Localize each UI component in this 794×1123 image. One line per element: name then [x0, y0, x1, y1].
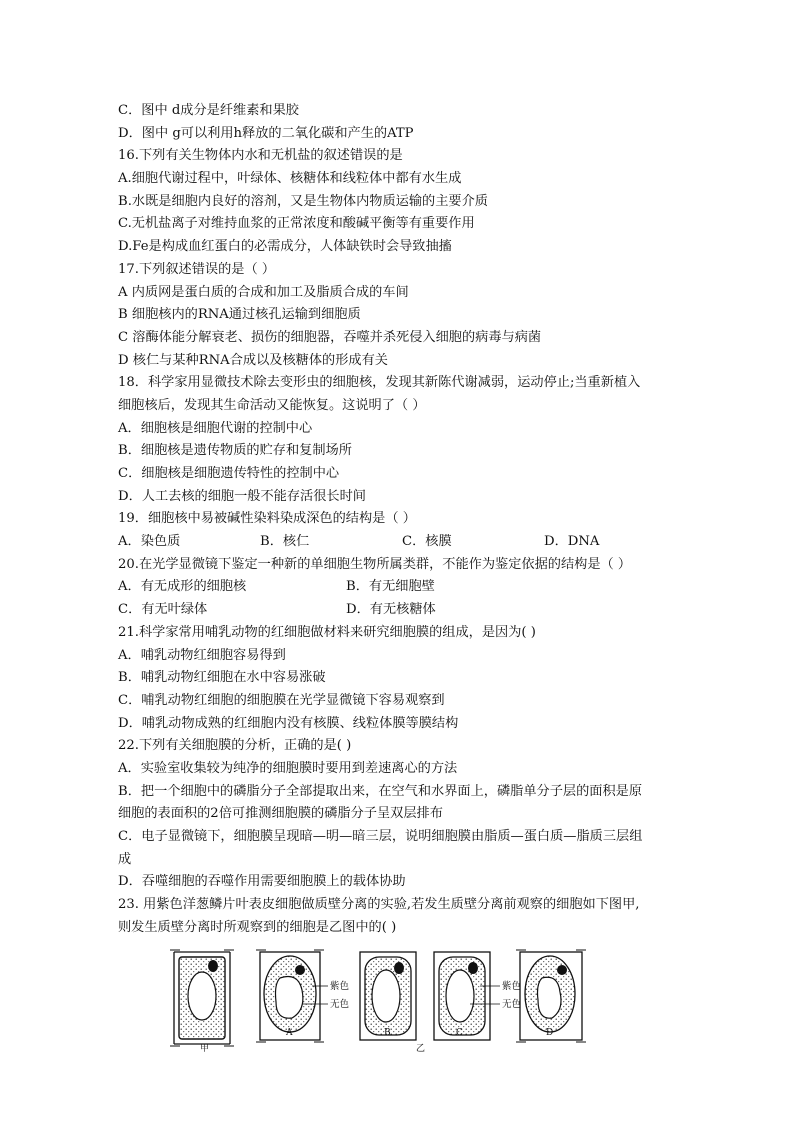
- q18-option-b: B．细胞核是遗传物质的贮存和复制场所: [118, 443, 352, 459]
- q23-stem-line1: 23. 用紫色洋葱鳞片叶表皮细胞做质壁分离的实验,若发生质壁分离前观察的细胞如下图甲,: [118, 897, 640, 913]
- q21-option-d: D．哺乳动物成熟的红细胞内没有核膜、线粒体膜等膜结构: [118, 715, 459, 731]
- q17-option-a: A 内质网是蛋白质的合成和加工及脂质合成的车间: [118, 284, 409, 300]
- q16-option-d: D.Fe是构成血红蛋白的必需成分，人体缺铁时会导致抽搐: [118, 239, 452, 255]
- q18-option-c: C．细胞核是细胞遗传特性的控制中心: [118, 466, 340, 481]
- q15-option-d: D．图中 g可以利用h释放的二氧化碳和产生的ATP: [118, 125, 414, 141]
- q22-option-a: A．实验室收集较为纯净的细胞膜时要用到差速离心的方法: [118, 760, 458, 776]
- label-yi: 乙: [416, 1044, 426, 1052]
- q20-stem: 20.在光学显微镜下鉴定一种新的单细胞生物所属类群，不能作为鉴定依据的结构是（ ）: [118, 556, 632, 572]
- q18-option-a: A．细胞核是细胞代谢的控制中心: [118, 420, 313, 436]
- label-jia: 甲: [200, 1044, 210, 1052]
- q21-option-a: A．哺乳动物红细胞容易得到: [118, 647, 286, 663]
- q19-option-a: A．染色质: [118, 534, 181, 550]
- cell-b: [360, 952, 416, 1040]
- cell-label-b: B: [384, 1028, 391, 1038]
- cell-jia: [170, 950, 234, 1046]
- q17-stem: 17.下列叙述错误的是（ ）: [118, 261, 276, 277]
- q22-stem: 22.下列有关细胞膜的分析，正确的是( ): [118, 738, 352, 754]
- q22-option-b-line1: B．把一个细胞中的磷脂分子全部提取出来，在空气和水界面上，磷脂单分子层的面积是原: [118, 783, 642, 799]
- q16-option-c: C.无机盐离子对维持血浆的正常浓度和酸碱平衡等有重要作用: [118, 216, 475, 232]
- q16-option-b: B.水既是细胞内良好的溶剂，又是生物体内物质运输的主要介质: [118, 193, 488, 209]
- q18-option-d: D．人工去核的细胞一般不能存活很长时间: [118, 488, 366, 504]
- nucleus-icon: [208, 960, 218, 972]
- plasmolysis-figure: [170, 948, 590, 1052]
- q19-options: [118, 531, 688, 554]
- cell-label-c: C: [456, 1028, 463, 1038]
- q17-option-b: B 细胞核内的RNA通过核孔运输到细胞质: [118, 307, 361, 323]
- label-purple-1: 紫色: [330, 981, 350, 992]
- cell-label-a: A: [286, 1028, 293, 1038]
- q17-option-d: D 核仁与某种RNA合成以及核糖体的形成有关: [118, 352, 388, 368]
- q22-option-b-line2: 细胞的表面积的2倍可推测细胞膜的磷脂分子呈双层排布: [118, 806, 443, 822]
- cell-label-d: D: [546, 1028, 554, 1038]
- q16-stem: 16.下列有关生物体内水和无机盐的叙述错误的是: [118, 148, 403, 164]
- label-colorless-1: 无色: [330, 999, 350, 1010]
- q18-stem-line1: 18．科学家用显微技术除去变形虫的细胞核，发现其新陈代谢减弱，运动停止;当重新植入: [118, 375, 641, 391]
- label-purple-2: 紫色: [502, 981, 522, 992]
- q20-option-b: B．有无细胞壁: [346, 579, 435, 595]
- q20-option-c: C．有无叶绿体: [118, 602, 208, 618]
- q17-option-c: C 溶酶体能分解衰老、损伤的细胞器，吞噬并杀死侵入细胞的病毒与病菌: [118, 329, 542, 345]
- q19-option-b: B．核仁: [260, 534, 310, 550]
- q23-stem-line2: 则发生质壁分离时所观察到的细胞是乙图中的( ): [118, 919, 397, 935]
- q20-option-a: A．有无成形的细胞核: [118, 579, 247, 595]
- q18-stem-line2: 细胞核后，发现其生命活动又能恢复。这说明了（ ）: [118, 397, 426, 413]
- q20-option-d: D．有无核糖体: [346, 602, 436, 618]
- q20-options-row1: [118, 576, 688, 599]
- label-colorless-2: 无色: [502, 999, 522, 1010]
- plasmolysis-diagram: [170, 948, 590, 1052]
- cell-c: [434, 952, 490, 1040]
- q19-stem: 19．细胞核中易被碱性染料染成深色的结构是（ ）: [118, 511, 416, 527]
- q21-option-c: C．哺乳动物红细胞的细胞膜在光学显微镜下容易观察到: [118, 692, 445, 708]
- q19-option-d: D．DNA: [544, 534, 600, 550]
- q21-option-b: B．哺乳动物红细胞在水中容易涨破: [118, 670, 326, 686]
- q15-option-c: C．图中 d成分是纤维素和果胶: [118, 103, 299, 118]
- q22-option-c-line2: 成: [118, 851, 132, 867]
- q22-option-d: D．吞噬细胞的吞噬作用需要细胞膜上的载体协助: [118, 874, 406, 890]
- q20-options-row2: [118, 599, 688, 622]
- q22-option-c-line1: C．电子显微镜下，细胞膜呈现暗—明—暗三层，说明细胞膜由脂质—蛋白质—脂质三层组: [118, 829, 643, 844]
- q16-option-a: A.细胞代谢过程中，叶绿体、核糖体和线粒体中都有水生成: [118, 171, 462, 187]
- q21-stem: 21.科学家常用哺乳动物的红细胞做材料来研究细胞膜的组成，是因为( ): [118, 624, 536, 640]
- q19-option-c: C．核膜: [402, 534, 452, 550]
- exam-page: [118, 100, 688, 939]
